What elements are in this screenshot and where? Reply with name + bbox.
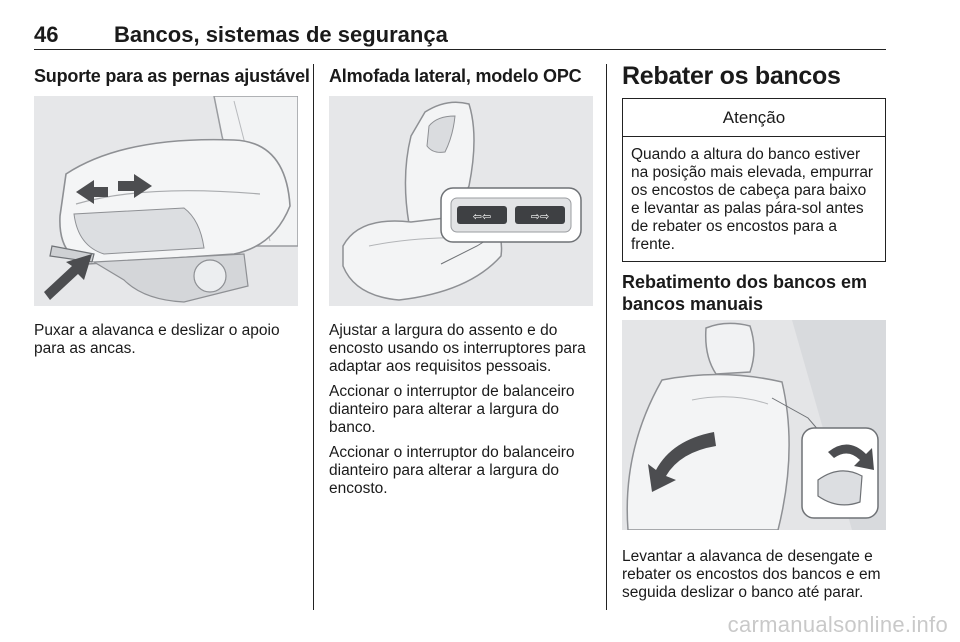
svg-text:⇨⇨: ⇨⇨ bbox=[530, 210, 550, 223]
column-divider-left bbox=[313, 64, 314, 610]
page-title: Bancos, sistemas de segurança bbox=[114, 22, 448, 47]
right-caption bbox=[622, 548, 890, 609]
middle-paragraph-1: Ajustar a largura do assento e do encosto usando os interruptores para adaptar aos requisitos pessoais. bbox=[329, 322, 586, 375]
fold-backrest-image bbox=[622, 320, 886, 530]
middle-heading: Almofada lateral, modelo OPC bbox=[329, 66, 582, 86]
page-number: 46 bbox=[34, 22, 59, 47]
svg-text:⇦⇦: ⇦⇦ bbox=[472, 210, 492, 223]
seat-leg-support-image bbox=[34, 96, 298, 306]
leg-support-illustration bbox=[34, 96, 298, 306]
middle-body bbox=[329, 322, 595, 505]
right-subheading: Rebatimento dos bancos em bancos manuais bbox=[622, 272, 868, 314]
right-heading: Rebater os bancos bbox=[622, 62, 841, 90]
warning-box bbox=[622, 98, 886, 262]
opc-seat-illustration bbox=[329, 96, 593, 306]
left-caption bbox=[34, 322, 298, 365]
warning-text: Quando a altura do banco estiver na posição mais elevada, empurrar os encostos de cabeça para baixo e levantar as palas pára-sol antes de rebater os encostos para a frente. bbox=[631, 146, 874, 253]
fold-seat-illustration bbox=[622, 320, 886, 530]
column-divider-right bbox=[606, 64, 607, 610]
left-caption-text: Puxar a alavanca e deslizar o apoio para as ancas. bbox=[34, 322, 280, 357]
left-heading: Suporte para as pernas ajustável bbox=[34, 66, 310, 86]
middle-paragraph-3: Accionar o interruptor do balanceiro dianteiro para alterar a largura do encosto. bbox=[329, 444, 575, 497]
warning-title: Atenção bbox=[623, 99, 885, 137]
watermark: carmanualsonline.info bbox=[727, 612, 948, 637]
opc-side-bolster-image bbox=[329, 96, 593, 306]
right-caption-text: Levantar a alavanca de desengate e rebater os encostos dos bancos e em seguida deslizar o banco até parar. bbox=[622, 548, 881, 601]
middle-paragraph-2: Accionar o interruptor de balanceiro dianteiro para alterar a largura do banco. bbox=[329, 383, 575, 436]
page-header bbox=[34, 22, 886, 50]
